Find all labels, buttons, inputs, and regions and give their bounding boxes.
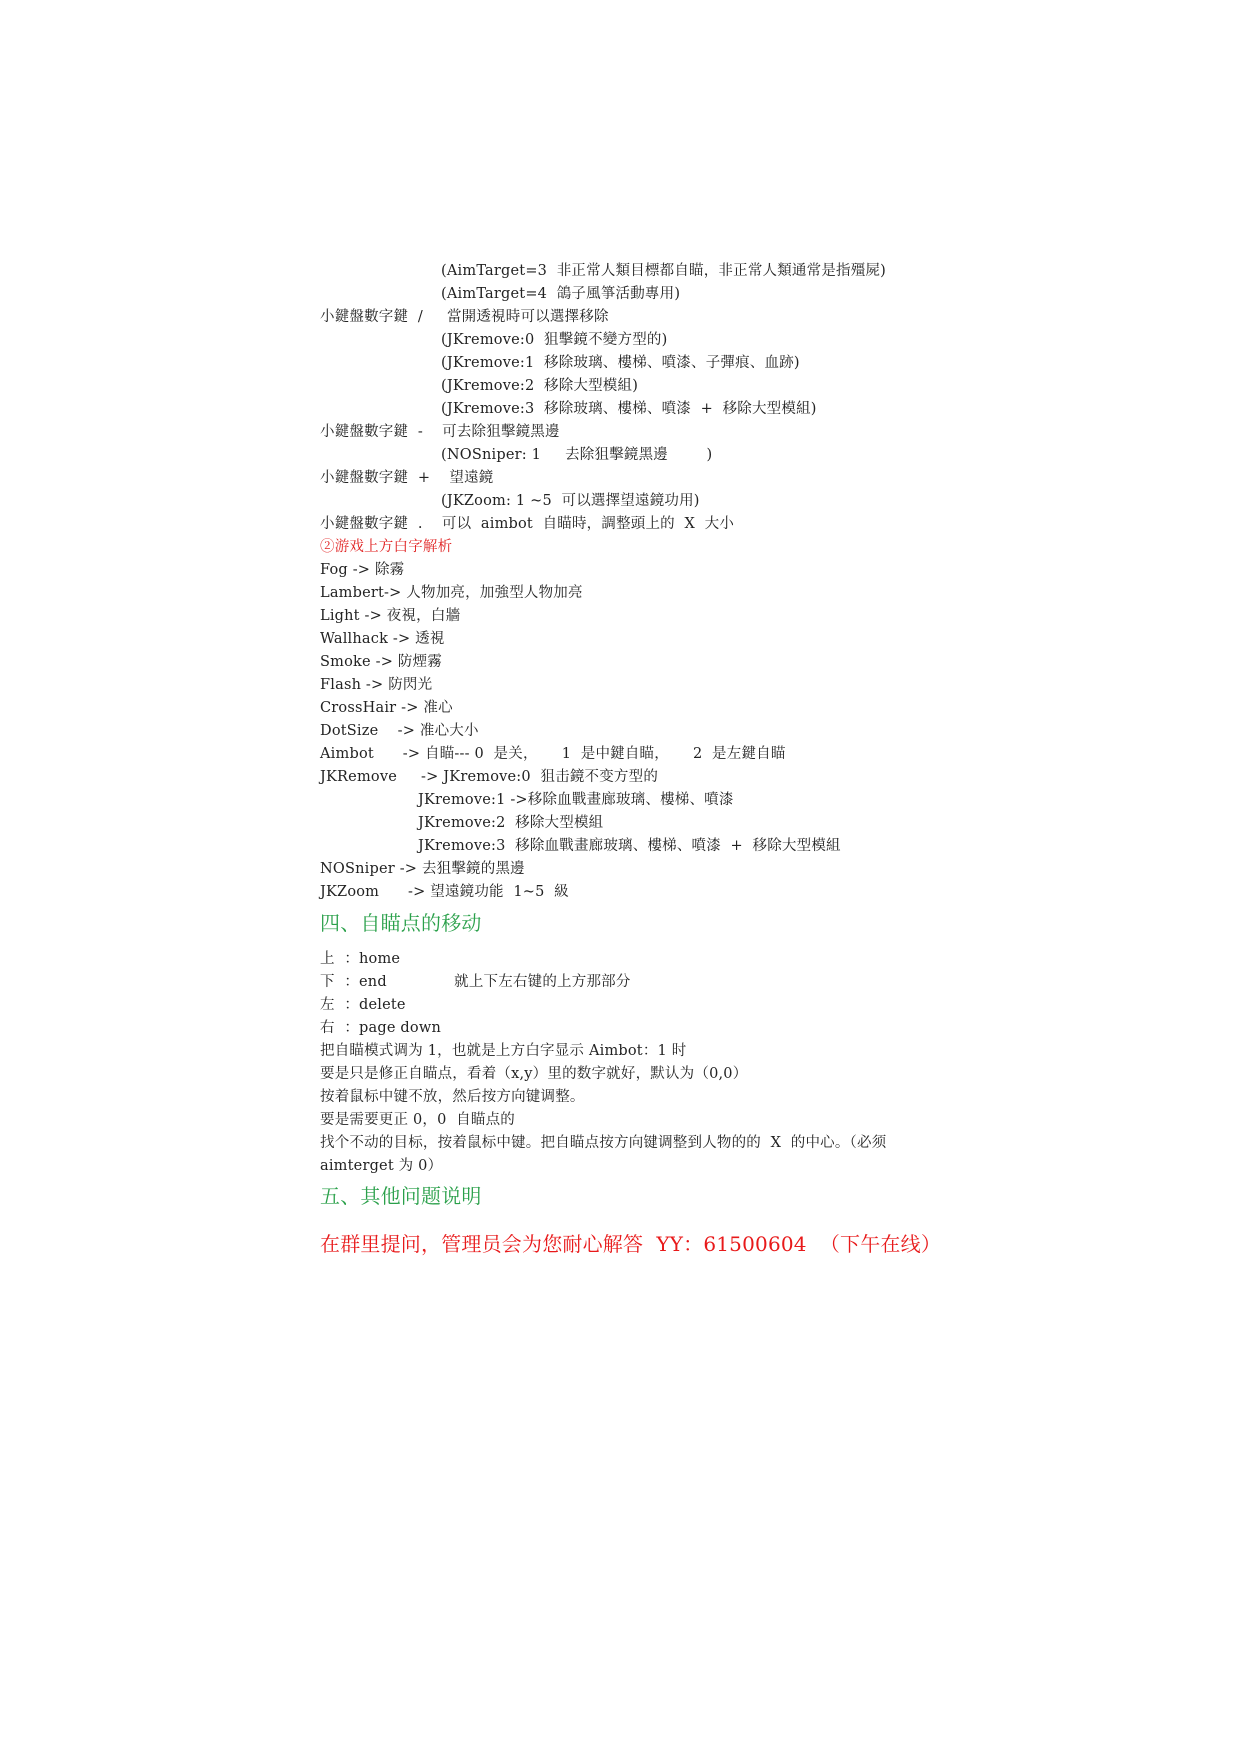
lambert-line: Lambert-> 人物加亮，加強型人物加亮 <box>320 585 583 601</box>
smoke-line: Smoke -> 防煙霧 <box>320 654 442 670</box>
contact-line: 在群里提问，管理员会为您耐心解答 YY：61500604 （下午在线） <box>320 1232 942 1256</box>
keypad-slash-line: 小鍵盤數字鍵 / 當開透視時可以選擇移除 <box>320 309 609 325</box>
jkremove2-line: (JKremove:2 移除大型模組) <box>441 378 639 394</box>
fog-line: Fog -> 除霧 <box>320 562 405 578</box>
paragraph-line-6: aimterget 为 0） <box>320 1158 443 1174</box>
keypad-plus-line: 小鍵盤數字鍵 + 望遠鏡 <box>320 470 494 486</box>
nosniper2-line: NOSniper -> 去狙擊鏡的黑邊 <box>320 861 525 877</box>
wallhack-line: Wallhack -> 透視 <box>320 631 445 647</box>
keypad-dot-line: 小鍵盤數字鍵 . 可以 aimbot 自瞄時，調整頭上的 X 大小 <box>320 516 735 532</box>
crosshair-line: CrossHair -> 准心 <box>320 700 453 716</box>
jkzoom-line: (JKZoom: 1 ~5 可以選擇望遠鏡功用) <box>441 493 700 509</box>
jkremove-heading-line: JKRemove -> JKremove:0 狙击鏡不变方型的 <box>320 769 659 785</box>
aimbot-line: Aimbot -> 自瞄--- 0 是关， 1 是中鍵自瞄， 2 是左鍵自瞄 <box>320 746 786 762</box>
jkremove1-line: (JKremove:1 移除玻璃、樓梯、噴漆、子彈痕、血跡) <box>441 355 800 371</box>
jkremove-option3-line: JKremove:3 移除血戰畫廊玻璃、樓梯、噴漆 + 移除大型模組 <box>418 838 841 854</box>
jkremove-option1-line: JKremove:1 ->移除血戰畫廊玻璃、樓梯、噴漆 <box>418 792 734 808</box>
aimtarget4-line: (AimTarget=4 鴿子風箏活動專用) <box>441 286 681 302</box>
key-down-line: 下 ：end 就上下左右键的上方那部分 <box>320 974 631 990</box>
paragraph-line-5: 找个不动的目标，按着鼠标中键。把自瞄点按方向键调整到人物的的 X 的中心。（必须 <box>320 1135 887 1151</box>
section-subheading: ②游戏上方白字解析 <box>320 539 453 555</box>
key-right-line: 右 ：page down <box>320 1020 441 1036</box>
jkremove3-line: (JKremove:3 移除玻璃、樓梯、噴漆 + 移除大型模組) <box>441 401 817 417</box>
nosniper-line: (NOSniper: 1 去除狙擊鏡黑邊 ) <box>441 447 713 463</box>
jkremove-option2-line: JKremove:2 移除大型模組 <box>418 815 604 831</box>
flash-line: Flash -> 防閃光 <box>320 677 433 693</box>
paragraph-line-1: 把自瞄模式调为 1，也就是上方白字显示 Aimbot：1 时 <box>320 1043 687 1059</box>
section-heading-5: 五、其他问题说明 <box>320 1184 482 1208</box>
aimtarget3-line: (AimTarget=3 非正常人類目標都自瞄，非正常人類通常是指殭屍) <box>441 263 886 279</box>
dotsize-line: DotSize -> 准心大小 <box>320 723 479 739</box>
paragraph-line-4: 要是需要更正 0，0 自瞄点的 <box>320 1112 515 1128</box>
jkremove0-line: (JKremove:0 狙擊鏡不變方型的) <box>441 332 668 348</box>
jkzoom2-line: JKZoom -> 望遠鏡功能 1~5 級 <box>320 884 569 900</box>
paragraph-line-3: 按着鼠标中键不放，然后按方向键调整。 <box>320 1089 585 1105</box>
paragraph-line-2: 要是只是修正自瞄点，看着（x,y）里的数字就好，默认为（0,0） <box>320 1066 748 1082</box>
key-left-line: 左 ：delete <box>320 997 406 1013</box>
keypad-minus-line: 小鍵盤數字鍵 - 可去除狙擊鏡黑邊 <box>320 424 560 440</box>
key-up-line: 上 ：home <box>320 951 401 967</box>
light-line: Light -> 夜視，白牆 <box>320 608 461 624</box>
section-heading-4: 四、自瞄点的移动 <box>320 911 482 935</box>
